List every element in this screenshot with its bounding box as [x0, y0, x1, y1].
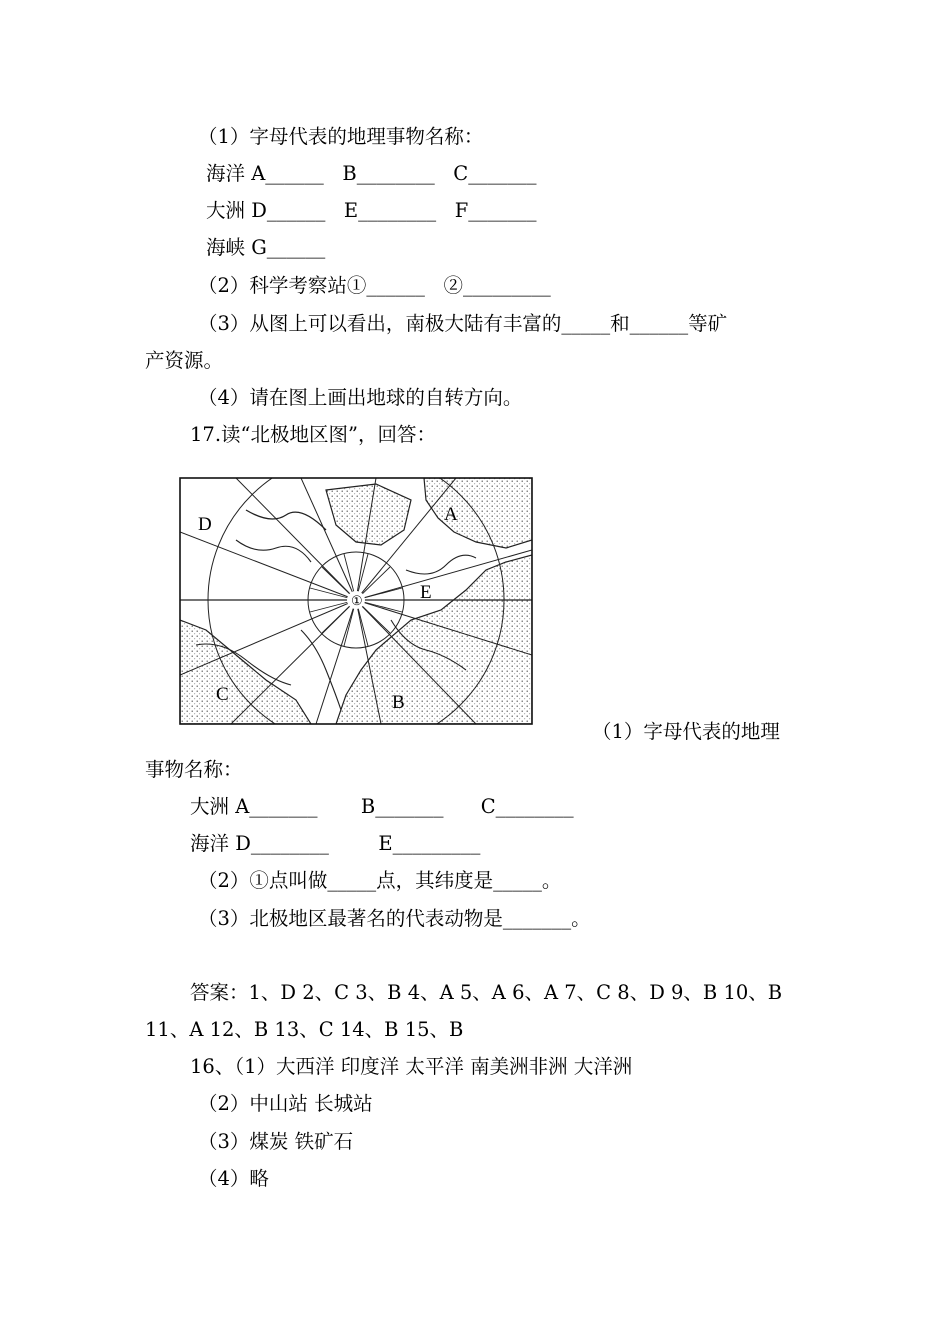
q17-continent-blanks: 大洲 A_______ B_______ C________ — [190, 795, 574, 818]
q16-part4-text: （4）请在图上画出地球的自转方向。 — [198, 386, 523, 409]
answers-line-2: 11、A 12、B 13、C 14、B 15、B — [145, 1018, 464, 1041]
q17-title: 17.读“北极地区图”，回答： — [190, 423, 436, 446]
q16-part1-text: （1）字母代表的地理事物名称： — [198, 125, 484, 148]
q17-part2-text: （2）①点叫做_____点，其纬度是_____。 — [198, 869, 562, 892]
q17-part1-continued: 事物名称： — [145, 758, 243, 781]
q16-part3-continued: 产资源。 — [145, 349, 224, 372]
map-label-a: A — [444, 504, 458, 525]
q17-ocean-blanks: 海洋 D________ E_________ — [190, 832, 481, 855]
q17-part1-text: （1）字母代表的地理 — [592, 720, 780, 743]
q16-strait-blank: 海峡 G______ — [206, 236, 326, 259]
map-label-b: B — [392, 692, 405, 713]
q16-part2-text: （2）科学考察站①______ ②_________ — [198, 274, 551, 297]
answers-q16-part2: （2）中山站 长城站 — [198, 1092, 373, 1115]
answers-q16-part1: 16、（1）大西洋 印度洋 太平洋 南美洲非洲 大洋洲 — [190, 1055, 633, 1078]
arctic-region-map — [176, 470, 536, 728]
q16-continent-blanks: 大洲 D______ E________ F_______ — [206, 199, 537, 222]
landmass-north-america — [424, 478, 532, 548]
q16-ocean-blanks: 海洋 A______ B________ C_______ — [206, 162, 537, 185]
map-label-c: C — [216, 684, 229, 705]
map-label-pole: ① — [351, 593, 363, 608]
landmass-greenland — [326, 484, 411, 545]
answers-q16-part4: （4）略 — [198, 1167, 269, 1190]
map-label-e: E — [420, 582, 432, 603]
map-label-d: D — [198, 514, 212, 535]
landmass-west — [180, 620, 311, 724]
answers-q16-part3: （3）煤炭 铁矿石 — [198, 1130, 354, 1153]
answers-line-1: 答案：1、D 2、C 3、B 4、A 5、A 6、A 7、C 8、D 9、B 10、B — [190, 981, 783, 1004]
q17-part3-text: （3）北极地区最著名的代表动物是_______。 — [198, 907, 591, 930]
q16-part3-text: （3）从图上可以看出，南极大陆有丰富的_____和______等矿 — [198, 312, 728, 335]
